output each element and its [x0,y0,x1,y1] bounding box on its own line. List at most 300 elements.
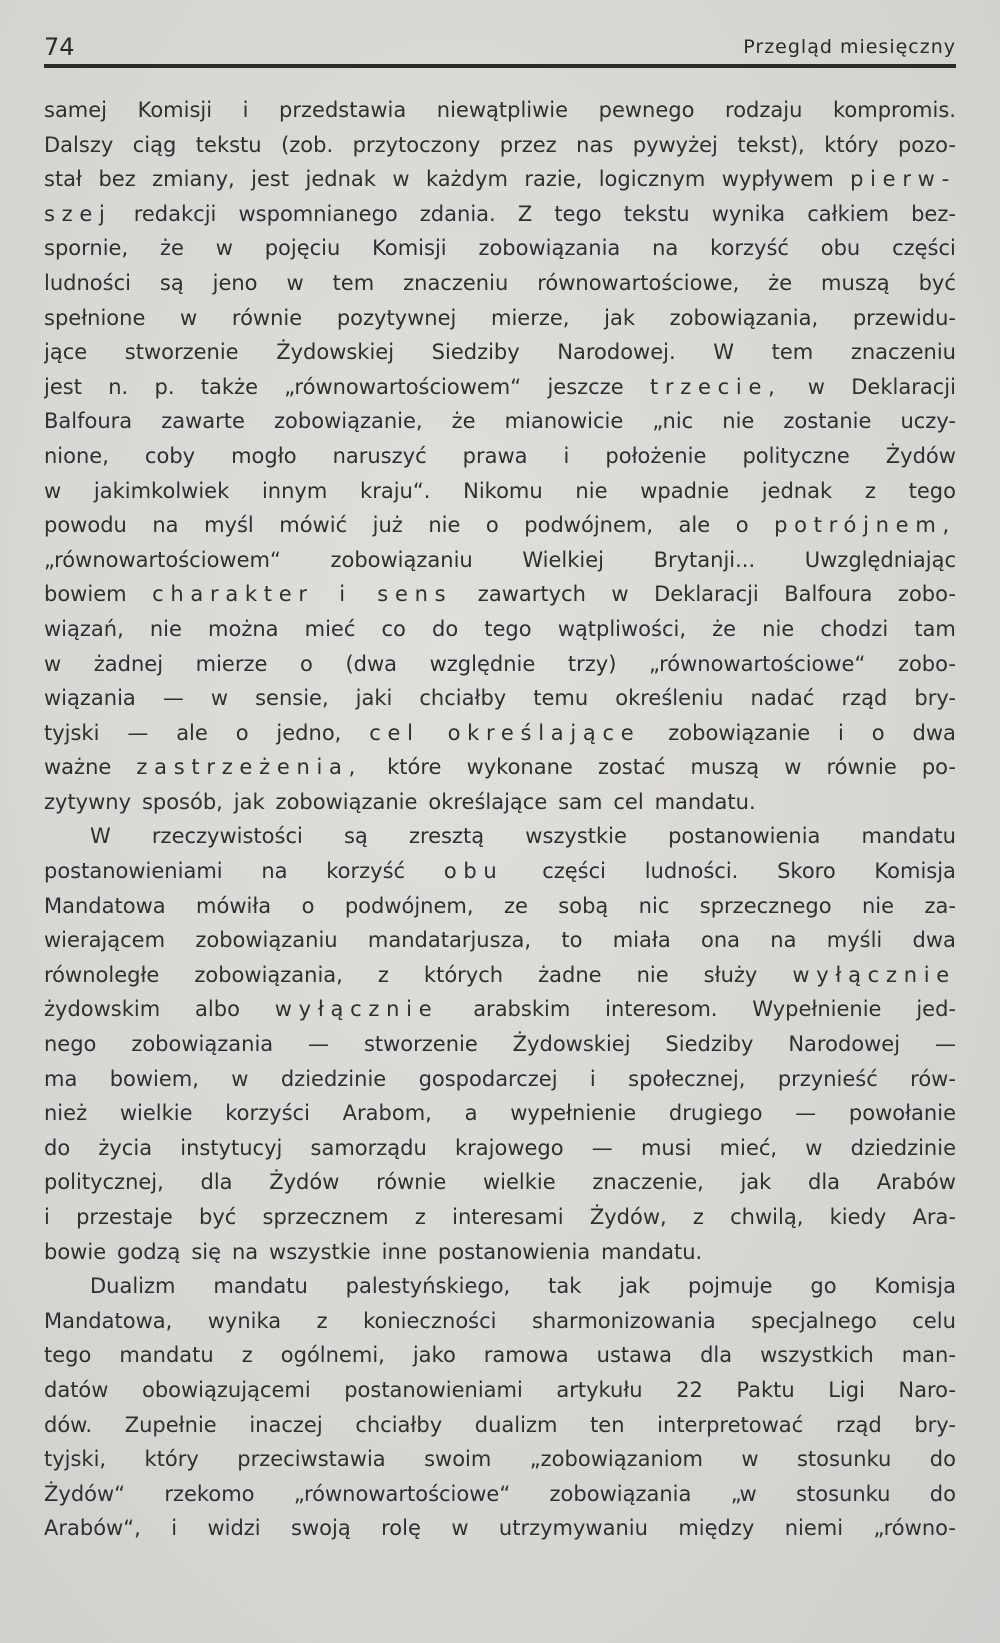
word: mandatu [119,1343,214,1368]
word: trzy) [567,651,617,676]
word: arabskim [473,997,571,1022]
word: Żydów [885,443,956,468]
spaced-emphasis: wyłącznie [274,997,439,1022]
word: że [451,409,476,434]
word: na [231,1239,259,1264]
word: Paktu [736,1377,795,1402]
word: rów- [910,1066,956,1091]
word: nież [44,1101,88,1126]
text-line [44,335,956,370]
word: tego [44,1343,92,1368]
word: jące [44,340,88,365]
word: ona [701,928,741,953]
word: bowie [44,1239,107,1264]
word: przewidu- [852,305,956,330]
word: zawarte [161,409,245,434]
word: Naro- [898,1377,956,1402]
word: Mandatowa, [44,1308,173,1333]
word: Zupełnie [124,1412,217,1437]
word: o [485,513,499,538]
word: są [343,824,368,849]
word: określające [428,789,548,814]
spaced-emphasis: cel [369,720,420,745]
text-line [44,577,956,612]
word: ale [176,720,208,745]
word: znaczeniu [850,340,956,365]
word: postanowieniami [344,1377,523,1402]
word: to [561,928,583,953]
text-line [44,543,956,578]
word: tyjski, [44,1447,107,1472]
text-line [44,647,956,682]
word: Balfoura [44,409,133,434]
word: tem [332,270,375,295]
word: jak [604,305,635,330]
text-line [44,1304,956,1339]
word: o [735,513,749,538]
word: bry- [914,1412,956,1437]
word: postanowieniami [44,859,223,884]
word: jakimkolwiek [93,478,230,503]
word: że [768,270,793,295]
word: — [591,1135,613,1160]
word: swoją [291,1516,351,1541]
word: „nic [652,409,694,434]
word: rodzaju [725,98,803,122]
word: podwójnem, [524,513,654,538]
word: zobowiązanie [275,789,418,814]
word: Żydów [269,1170,340,1195]
word: w [215,236,233,261]
word: Narodowej [788,1032,901,1057]
word: — [162,686,184,711]
word: rzekomo [164,1481,255,1506]
word [850,162,956,197]
word: Skoro [777,859,836,884]
word: nie [428,513,461,538]
word: Komisji [137,98,213,122]
word: całkiem [807,201,889,226]
word: mówiła [196,893,272,918]
text-line [44,716,956,751]
word: w [807,374,825,399]
word: i [242,98,249,122]
word: — [934,1032,956,1057]
word: „równowartościowem“ [44,547,281,572]
word: specjalnego [751,1308,877,1333]
word: zobowiązania, [669,305,819,330]
word: położenie [605,443,707,468]
word: korzyść [326,859,406,884]
text-line [44,439,956,474]
word: po- [921,755,956,780]
text-line [44,1442,956,1477]
word: do [432,616,459,641]
word: interpretować [657,1412,804,1437]
word: ludności [44,270,131,295]
spaced-emphasis: i [339,582,352,607]
word: są [159,270,184,295]
word: Siedziby [431,340,520,365]
word: wpadnie [640,478,729,503]
text-line [44,1096,956,1131]
word: wielkie [119,1101,193,1126]
word: jak [740,1170,772,1195]
word: zobo- [897,582,956,607]
word: się [191,1239,222,1264]
word: mandatu. [654,789,756,814]
word: ciąg [132,132,177,157]
spaced-emphasis: określające [447,720,641,745]
word: utrzymywaniu [498,1516,648,1541]
word: muszą [690,755,760,780]
word: zobowiązania [549,1481,692,1506]
word: Nikomu [463,478,543,503]
word: konieczności [363,1308,497,1333]
word [448,716,641,751]
spaced-emphasis: zastrzeżenia, [136,755,363,780]
word: nie [575,478,608,503]
word: w [805,1135,823,1160]
word: nic [638,893,670,918]
text-line [44,93,956,128]
word: wszystkie [269,1239,371,1264]
word: wątpliwości, [557,616,687,641]
word: wypełnienie [510,1101,637,1126]
word: Arabom, [342,1101,432,1126]
word: sensie, [255,686,329,711]
word: określeniu [615,686,724,711]
word: pozo- [897,132,956,157]
word: pozytywnej [336,305,457,330]
word: go [810,1274,837,1299]
word: zobowiązania [131,1032,274,1057]
spaced-emphasis: potrójnem, [774,513,956,538]
word: albo [195,997,240,1022]
word: dualizm [474,1412,558,1437]
word: tam [914,616,956,641]
word: rzeczywistości [151,824,303,849]
word: zobowiązaniu [330,547,473,572]
word: pojęciu [264,236,341,261]
word: naruszyć [332,443,427,468]
word: ważne [44,755,112,780]
word: sam [558,789,603,814]
text-line [44,1408,956,1443]
word: interesami [452,1205,564,1229]
word: bez [98,167,136,192]
word: nione, [44,443,109,468]
word: nie [762,616,795,641]
word: zobowiązania [478,236,621,261]
word: dla [200,1170,233,1195]
word: redakcji [133,201,217,226]
word: Żydowskiej [512,1032,631,1057]
word: jednak [305,167,376,192]
text-line [44,1235,956,1270]
word: sprzecznego [699,893,832,918]
word: na [770,928,797,953]
word: Siedziby [665,1032,754,1057]
text-line [44,1062,956,1097]
text-line [44,1027,956,1062]
word: z [377,962,389,987]
spaced-emphasis: szej [44,201,112,226]
word: Dalszy [44,132,114,157]
word: w [231,1066,249,1091]
word: chodzi [820,616,889,641]
word: tego [908,478,956,503]
word: powołanie [848,1101,956,1126]
word: każdym [426,167,508,192]
word [377,577,452,612]
word: man- [901,1343,956,1368]
word: Komisja [874,1274,956,1299]
word: tyjski [44,720,100,745]
word: w [210,686,229,711]
word: zobowiązania, [194,962,343,987]
word: zawartych [477,582,586,607]
text-line [44,1131,956,1166]
word: n. [108,374,129,399]
word: przynieść [777,1066,878,1091]
word: stworzenie [124,340,239,365]
word: z [414,1205,426,1229]
text-line [44,404,956,439]
word: społecznej, [628,1066,746,1091]
word: miała [612,928,671,953]
word: jed- [916,997,956,1022]
word: logicznym [598,167,706,192]
text-line [44,162,956,197]
word: ogólnemi, [280,1343,385,1368]
word: równowartościowe, [537,270,740,295]
text-line [44,819,956,854]
word: Żydów“ [44,1481,126,1506]
word: i [589,1066,596,1091]
word: mandatarjusza, [367,928,532,953]
word: w [741,1447,759,1472]
word: także [200,374,259,399]
word: i [838,720,844,745]
word: jednak [761,478,833,503]
word: bowiem, [109,1066,199,1091]
word: dziedzinie [280,1066,387,1091]
word: znaczeniu [403,270,509,295]
word: ze [503,893,528,918]
word: stał [44,167,83,192]
word: wszystkich [760,1343,874,1368]
word: sposób, [141,789,223,814]
word: Mandatowa [44,893,166,918]
word: który [824,132,879,157]
word: wynika [711,201,786,226]
text-line [44,1373,956,1408]
word: zobowiązaniu [195,928,338,953]
word: których [423,962,504,987]
word: ustawa [596,1343,673,1368]
word: widzi [207,1516,261,1541]
word: mandatu [861,824,956,849]
word: tem [771,340,814,365]
spaced-emphasis: pierw- [850,167,956,192]
word: zobowiązanie [668,720,811,745]
spaced-emphasis: charakter [152,582,314,607]
word: pywyżej [632,132,718,157]
word: już [372,513,403,538]
word: do [44,1135,71,1160]
word: niewątpliwie [436,98,569,122]
word: pojmuje [687,1274,773,1299]
text-line [44,785,956,820]
word: życia [98,1135,153,1160]
word: jako [412,1343,456,1368]
word: stworzenie [363,1032,478,1057]
word: Arabów [876,1170,956,1195]
word: innym [261,478,328,503]
word: myśli [826,928,883,953]
word: równoległe [44,962,160,987]
header-rule [44,64,956,68]
word: Uwzględniając [804,547,956,572]
word: wielkie [483,1170,556,1195]
word: mieć, [719,1135,778,1160]
word: być [199,1205,237,1229]
word: jak [233,789,265,814]
word: (dwa [345,651,398,676]
word: sobą [558,893,609,918]
word: chciałby [419,686,507,711]
word: tego [554,201,602,226]
word: cel [613,789,644,814]
word: Wielkiej [522,547,604,572]
word [792,958,956,993]
word: ramowa [483,1343,569,1368]
word: obu [820,236,861,261]
word: Balfoura [784,582,873,607]
text-line [44,508,956,543]
word: postanowienia [437,1239,591,1264]
word: niemi [784,1516,844,1541]
running-head [44,30,956,64]
text-line [44,1511,956,1546]
word: mierze, [491,305,570,330]
word: w [286,270,304,295]
word [152,577,314,612]
word: równie [826,755,897,780]
word: celu [912,1308,956,1333]
word: sharmonizowania [531,1308,716,1333]
word [444,854,504,889]
word: ten [590,1412,625,1437]
word: na [152,513,179,538]
word: spornie, [44,236,129,261]
word: tekst), [737,132,805,157]
word: kraju“. [360,478,431,503]
word: (zob. [281,132,334,157]
word: równie [231,305,303,330]
word: w [180,305,198,330]
word: jedno, [276,720,342,745]
word: artykułu [556,1377,643,1402]
word [774,508,956,543]
word: „w [730,1481,757,1506]
word: coby [144,443,196,468]
word: jak [619,1274,651,1299]
word: żadnej [93,651,164,676]
text-line [44,301,956,336]
word: prawa [462,443,528,468]
word: dla [700,1343,733,1368]
word: Brytanji... [653,547,756,572]
word: — [795,1101,817,1126]
word: między [678,1516,755,1541]
word: „równowartościowe“ [293,1481,511,1506]
word: korzyści [225,1101,310,1126]
word: nie [722,409,755,434]
word: swoim [424,1447,492,1472]
word: sprzecznem [262,1205,389,1229]
spaced-emphasis: wyłącznie [792,962,956,987]
word: rolę [381,1516,421,1541]
word: części [542,859,606,884]
word: tak [548,1274,582,1299]
word: krajowego [454,1135,564,1160]
word: jest [44,374,82,399]
word: mandatu. [601,1239,703,1264]
word: postanowienia [668,824,821,849]
text-line [44,1269,956,1304]
word: dwa [912,928,956,953]
word: wykonane [466,755,573,780]
text-line [44,474,956,509]
word: myśl [204,513,254,538]
text-line [44,889,956,924]
word: mianowicie [504,409,624,434]
word: nego [44,1032,97,1057]
word: samej [44,98,108,122]
text-line [44,992,956,1027]
word: w [784,755,802,780]
word: i [171,1516,178,1541]
word: znaczenie, [592,1170,704,1195]
word: jest [251,167,290,192]
text-line [44,1477,956,1512]
word: pewnego [598,98,695,122]
word: z [864,478,876,503]
word: przedstawia [279,98,407,122]
word: zmiany, [152,167,235,192]
spaced-emphasis: trzecie, [649,374,782,399]
word: tekstu [195,132,262,157]
word: muszą [821,270,890,295]
text-line [44,681,956,716]
word: w [451,1516,469,1541]
word: palestyńskiego, [345,1274,511,1299]
word [275,992,439,1027]
word: kiedy [829,1205,887,1229]
word: mówić [279,513,348,538]
word: o [871,720,885,745]
text-line [44,958,956,993]
word: Ara- [912,1205,956,1229]
word: o [301,893,315,918]
word: Żydów, [589,1205,667,1229]
word: do [929,1447,956,1472]
word: 22 [676,1377,703,1402]
word: za- [924,893,956,918]
word: razie, [524,167,583,192]
